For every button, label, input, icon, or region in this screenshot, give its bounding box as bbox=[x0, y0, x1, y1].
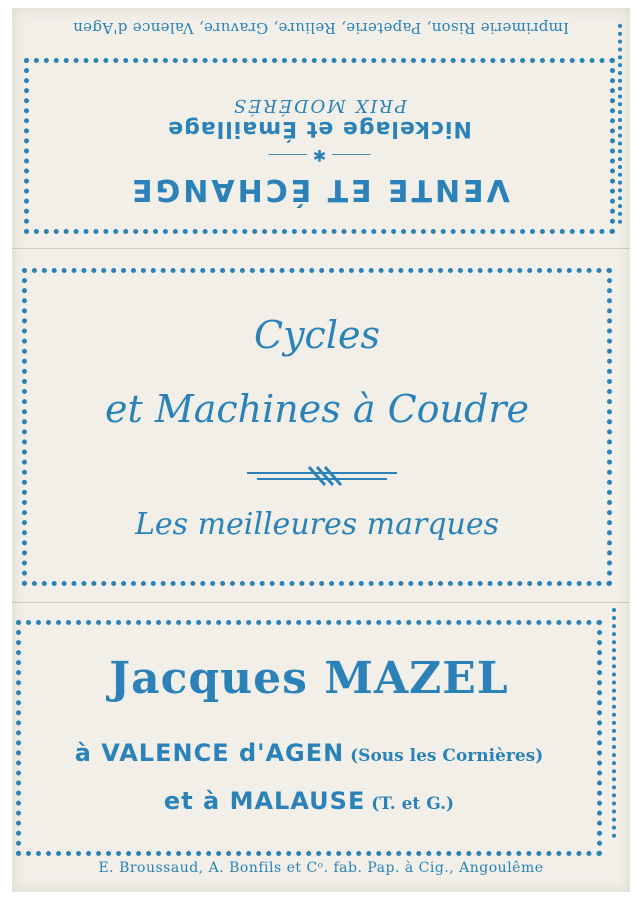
merchant-name bbox=[21, 653, 597, 704]
flourish-ornament-icon bbox=[247, 465, 397, 487]
merchant-first-name: Jacques bbox=[109, 653, 325, 704]
fold-line-upper bbox=[12, 248, 630, 249]
right-edge-dots bbox=[612, 608, 616, 838]
bottom-printer-imprint: E. Broussaud, A. Bonfils et Cᵒ. fab. Pap. à Cig., Angoulême bbox=[98, 860, 544, 876]
malause-region: (T. et G.) bbox=[365, 794, 455, 814]
malause-city: MALAUSE bbox=[229, 787, 366, 815]
prix-moderes-text: PRIX MODÉRÉS bbox=[231, 95, 408, 116]
vente-echange-heading: VENTE ET ÉCHANGE bbox=[129, 172, 510, 207]
top-imprint-text: Imprimerie Rison, Papeterie, Reliure, Gravure, Valence d'Agen bbox=[72, 19, 570, 37]
merchant-last-name: MAZEL bbox=[324, 653, 509, 704]
malause-address bbox=[21, 787, 597, 815]
top-printer-imprint bbox=[12, 10, 630, 46]
top-panel-content bbox=[29, 63, 610, 229]
valence-address bbox=[21, 739, 597, 767]
machines-heading: et Machines à Coudre bbox=[105, 387, 529, 431]
fold-line-lower bbox=[12, 602, 630, 603]
top-panel bbox=[24, 58, 615, 234]
middle-panel bbox=[22, 268, 612, 586]
nickelage-text: Nickelage et Émaillage bbox=[167, 116, 472, 141]
meilleures-marques-text: Les meilleures marques bbox=[134, 507, 500, 542]
star-icon: ✱ bbox=[312, 146, 327, 165]
right-edge-dots-top bbox=[618, 24, 622, 224]
valence-city: VALENCE d'AGEN bbox=[101, 739, 345, 767]
malause-prefix: et à bbox=[163, 787, 230, 815]
bottom-panel bbox=[16, 620, 602, 856]
valence-prefix: à bbox=[74, 739, 102, 767]
star-ornament: ⸻ ✱ ⸻ bbox=[267, 146, 372, 165]
leaflet-sheet bbox=[12, 8, 630, 892]
valence-location: (Sous les Cornières) bbox=[344, 746, 544, 766]
cycles-heading: Cycles bbox=[254, 313, 380, 357]
